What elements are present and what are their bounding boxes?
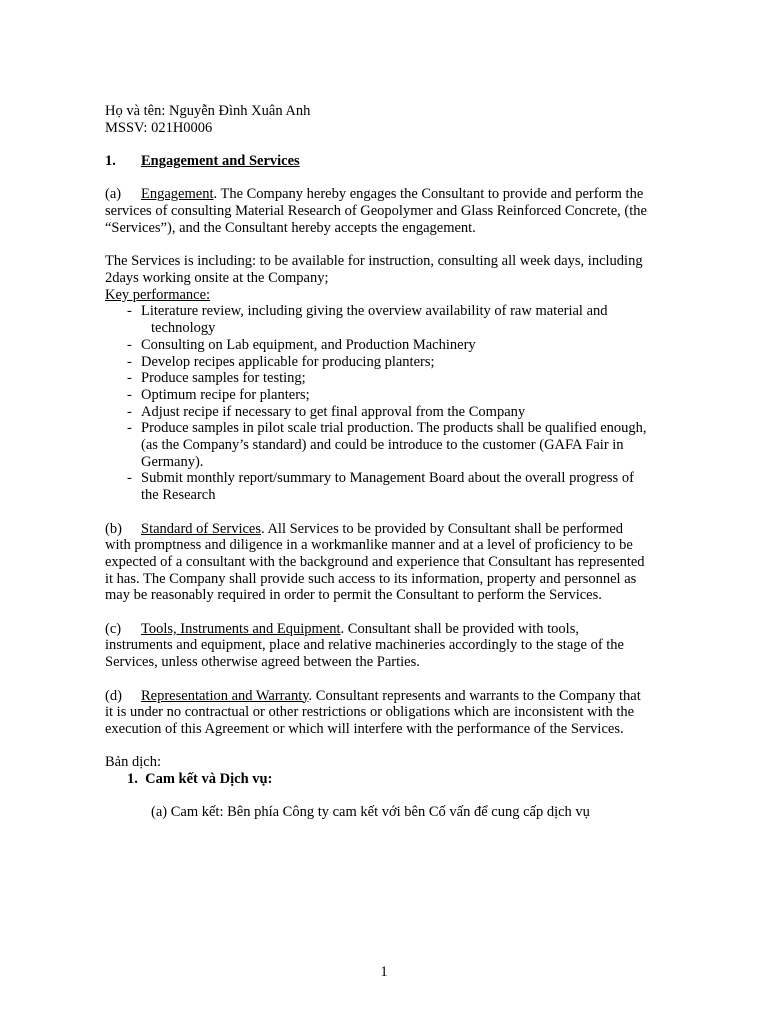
list-item: - Literature review, including giving the overview availability of raw material and technology: [127, 303, 608, 337]
para-marker: (d): [105, 687, 122, 704]
list-item: - Submit monthly report/summary to Management Board about the overall progress of the Research: [127, 470, 634, 504]
list-item: - Develop recipes applicable for producing planters;: [127, 353, 435, 370]
paragraph-standard-of-services: (b) Standard of Services. All Services to be provided by Consultant shall be performed with promptness and diligence in a workmanlike manner and at a level of proficiency to be expected of a consultant with the background and experience that Consultant has represented it has. The Company shall provide such access to its information, property and personnel as may be reasonably required in order to permit the Consultant to perform the Services.: [105, 520, 645, 604]
para-heading: Representation and Warranty: [141, 687, 309, 704]
translation-heading: 1. Cam kết và Dịch vụ:: [127, 771, 273, 788]
student-name: Họ và tên: Nguyễn Đình Xuân Anh: [105, 103, 311, 119]
paragraph-engagement: (a) Engagement. The Company hereby engages the Consultant to provide and perform the services of consulting Material Research of Geopolymer and Glass Reinforced Concrete, (the “Services”), and the Consultant hereby accepts the engagement.: [105, 186, 647, 236]
section-heading: [105, 153, 685, 170]
paragraph-tools: (c) Tools, Instruments and Equipment. Consultant shall be provided with tools, instruments and equipment, place and relative machineries accordingly to the stage of the Services, unless otherwise agreed between the Parties.: [105, 620, 624, 671]
list-item: - Produce samples for testing;: [127, 370, 306, 387]
list-item: - Consulting on Lab equipment, and Production Machinery: [127, 336, 476, 353]
list-item: - Optimum recipe for planters;: [127, 386, 310, 403]
document-body: [105, 103, 685, 821]
para-heading: Engagement: [141, 186, 214, 203]
para-marker: (a): [105, 186, 122, 203]
page-number: 1: [380, 964, 388, 980]
list-item: - Produce samples in pilot scale trial production. The products shall be qualified enough, (as the Company’s standard) and could be introduce to the customer (GAFA Fair in Germany).: [127, 420, 647, 470]
para-heading: Standard of Services: [141, 520, 261, 537]
section-title: Engagement and Services: [141, 153, 300, 170]
para-marker: (b): [105, 520, 122, 537]
para-marker: (c): [105, 620, 122, 637]
translation-subparagraph: (a) Cam kết: Bên phía Công ty cam kết với bên Cố vấn để cung cấp dịch vụ: [151, 804, 590, 821]
student-id: MSSV: 021H0006: [105, 119, 213, 136]
list-item: - Adjust recipe if necessary to get final approval from the Company: [127, 403, 526, 420]
paragraph-representation: (d) Representation and Warranty. Consultant represents and warrants to the Company that it is under no contractual or other restrictions or obligations which are inconsistent with the execution of this Agreement or which will interfere with the performance of the Services.: [105, 687, 641, 737]
para-heading: Tools, Instruments and Equipment: [141, 620, 341, 637]
translation-label: Bản dịch:: [105, 754, 161, 771]
section-number: 1.: [105, 153, 116, 170]
key-performance-label: Key performance:: [105, 286, 211, 303]
key-performance-list: [105, 303, 685, 503]
services-intro: The Services is including: to be available for instruction, consulting all week days, including 2days working onsite at the Company;: [105, 253, 643, 286]
